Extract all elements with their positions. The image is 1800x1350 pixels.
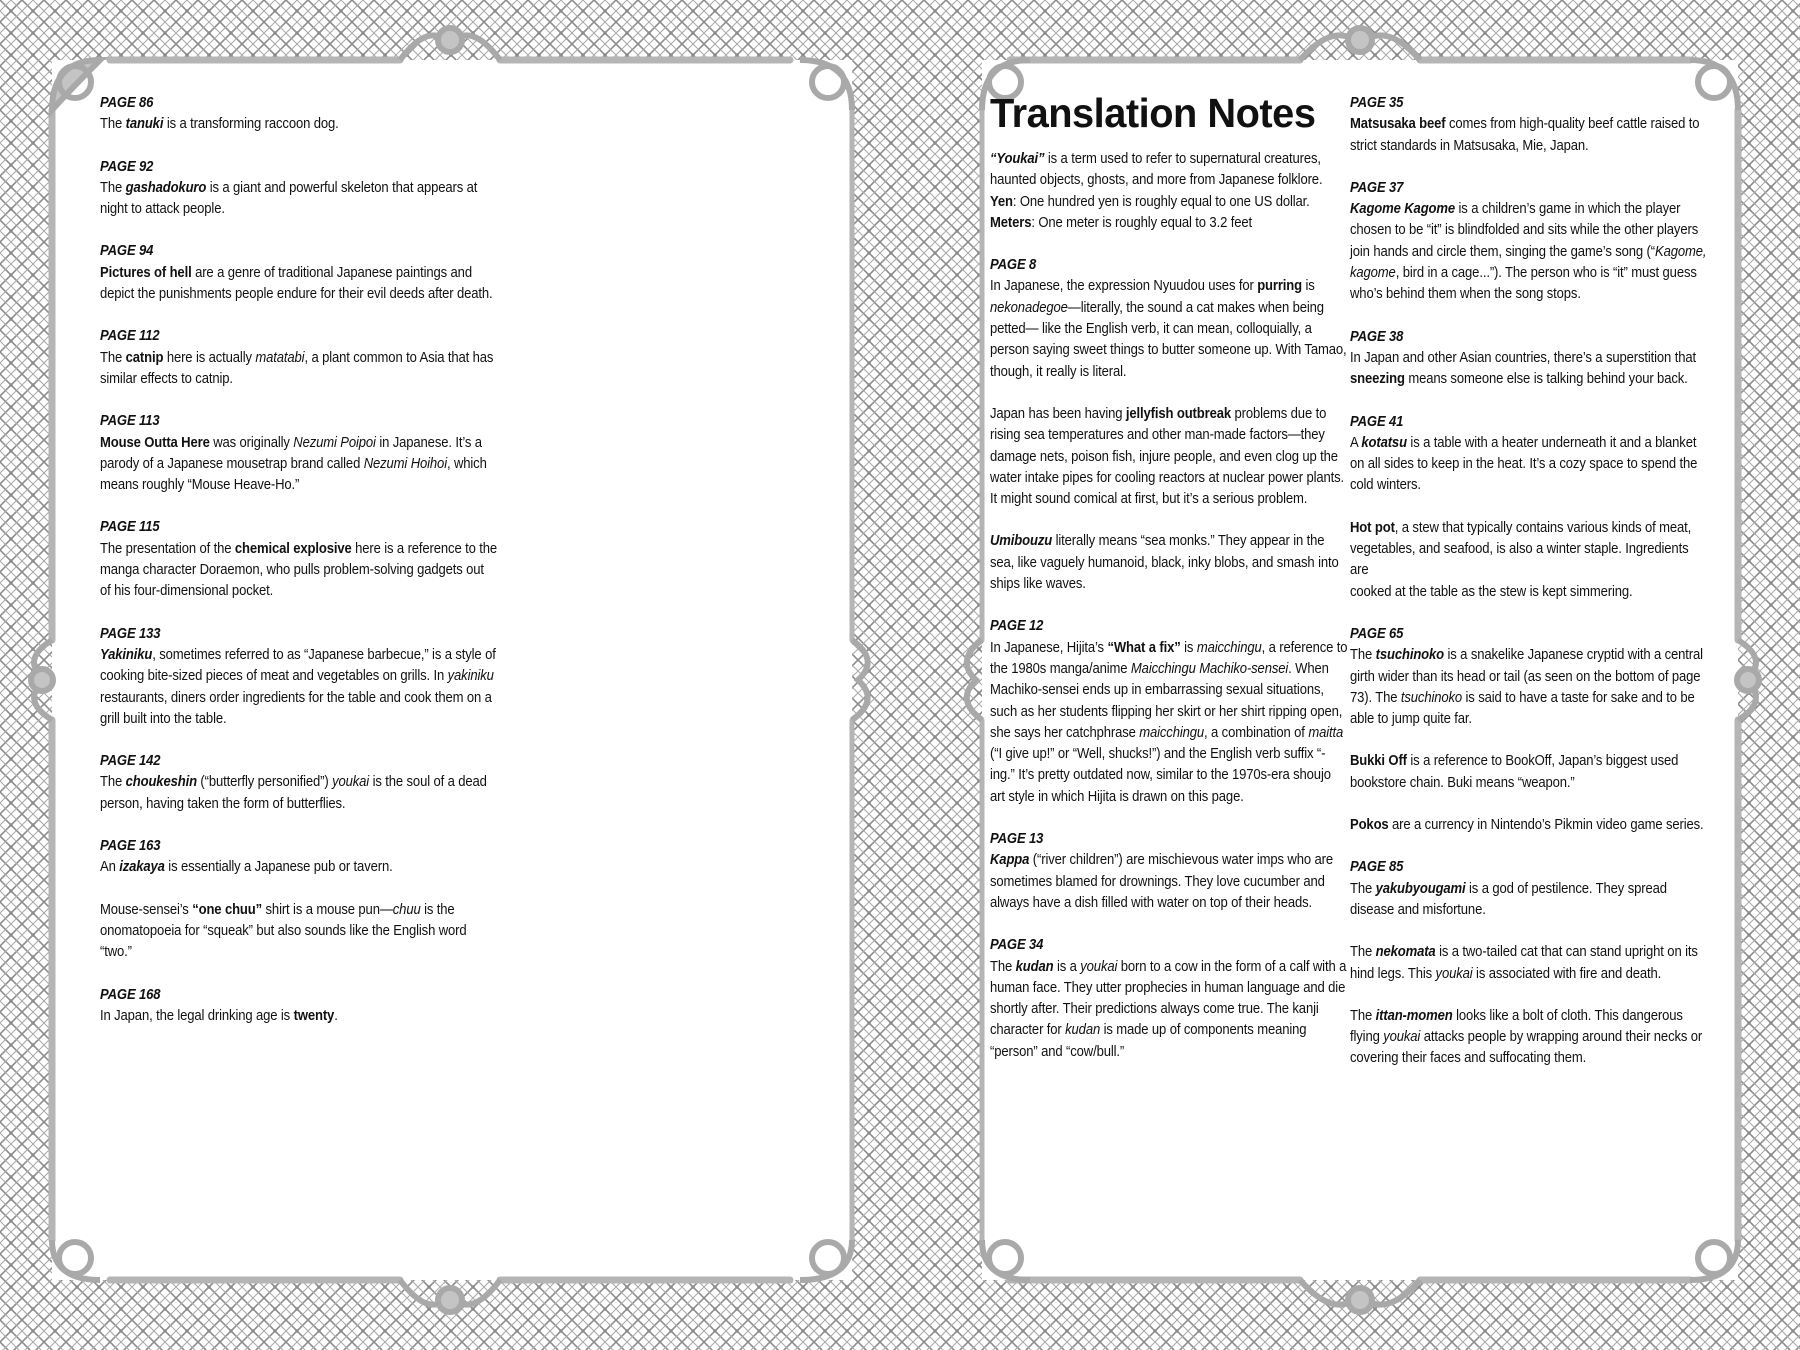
note-text: In Japanese, Hijita’s “What a fix” is maicchingu, a reference to the 1980s manga/anime Maicchingu Machiko-sensei. When Machiko-sensei ends up in embarrassing sexual situations, such as her students flipping her skirt or her shirt ripping open, she says her catchphrase maicchingu, a combination of maitta (“I give up!” or “Well, shucks!”) and the English verb suffix “-ing.” It’s pretty outdated now, similar to the 1970s-era shoujo art style in which Hijita is drawn on this page. xyxy=(990,638,1348,805)
translation-note xyxy=(990,403,1348,509)
translation-note xyxy=(100,92,497,135)
page-reference: PAGE 13 xyxy=(990,830,1044,848)
translation-note xyxy=(1350,623,1708,729)
note-text: An izakaya is essentially a Japanese pub or tavern. xyxy=(100,858,393,876)
note-text: Pokos are a currency in Nintendo’s Pikmin video game series. xyxy=(1350,816,1704,834)
term: “Youkai” xyxy=(990,150,1045,167)
translation-note xyxy=(1350,856,1708,920)
term: kudan xyxy=(1015,957,1054,975)
note-text: Umibouzu literally means “sea monks.” They appear in the sea, like vaguely humanoid, black, inky blobs, and smash into ships like waves. xyxy=(990,532,1339,593)
note-text: A kotatsu is a table with a heater underneath it and a blanket on all sides to keep in the heat. It’s a cozy space to spend the cold winters. xyxy=(1350,433,1698,494)
translation-note xyxy=(990,828,1348,913)
term: catnip xyxy=(125,348,164,366)
note-text: Bukki Off is a reference to BookOff, Japan’s biggest used bookstore chain. Buki means “weapon.” xyxy=(1350,752,1679,791)
translation-note xyxy=(100,325,497,389)
note-text: Kagome Kagome is a children’s game in which the player chosen to be “it” is blindfolded and sits while the other players join hands and circle them, singing the game’s song (“Kagome, kagome, bird in a cage...”). The person who is “it” must guess who’s behind them when the song stops. xyxy=(1350,200,1707,303)
note-text: Kappa (“river children”) are mischievous water imps who are sometimes blamed for drownings. They love cucumber and always have a dish filled with water on top of their heads. xyxy=(990,851,1333,911)
note-text: The kudan is a youkai born to a cow in the form of a calf with a human face. They utter prophecies in human language and die shortly after. Their predictions always come true. The kanji character for kudan is made up of components meaning “person” and “cow/bull.” xyxy=(990,957,1347,1060)
page-reference: PAGE 133 xyxy=(100,624,161,642)
translation-note xyxy=(1350,814,1708,835)
translation-note xyxy=(1350,517,1708,602)
right-notes-column xyxy=(1350,92,1708,1090)
translation-note xyxy=(100,835,497,878)
page-reference: PAGE 35 xyxy=(1350,94,1404,111)
term: Pictures of hell xyxy=(100,263,192,281)
term: Kappa xyxy=(990,851,1030,869)
term: izakaya xyxy=(119,858,165,876)
page-reference: PAGE 65 xyxy=(1350,624,1404,642)
translation-note xyxy=(990,148,1348,233)
note-text: “Youkai” is a term used to refer to supernatural creatures, haunted objects, ghosts, and more from Japanese folklore. Yen: One hundred yen is roughly equal to one US dollar. Meters: One meter is roughly equal to 3.2 feet xyxy=(990,150,1323,231)
term: Hot pot xyxy=(1350,518,1395,536)
page-reference: PAGE 92 xyxy=(100,157,154,175)
translation-note xyxy=(100,984,497,1027)
page-reference: PAGE 41 xyxy=(1350,412,1404,430)
page-reference: PAGE 113 xyxy=(100,412,160,430)
term: Yen xyxy=(990,192,1013,210)
page-reference: PAGE 115 xyxy=(100,518,160,536)
term: Kagome Kagome xyxy=(1350,200,1456,218)
page-reference: PAGE 34 xyxy=(990,936,1044,954)
term: twenty xyxy=(293,1006,335,1024)
note-text: Japan has been having jellyfish outbreak problems due to rising sea temperatures and other man-made factors—they damage nets, poison fish, injure people, and even clog up the water intake pipes for cooling reactors at nuclear power plants. It might sound comical at first, but it’s a serious problem. xyxy=(990,404,1345,508)
translation-note xyxy=(1350,326,1708,390)
page-reference: PAGE 8 xyxy=(990,256,1037,274)
note-text: Yakiniku, sometimes referred to as “Japanese barbecue,” is a style of cooking bite-sized pieces of meat and vegetables on grills. In yakiniku restaurants, diners order ingredients for the table and cook them on a grill built into the table. xyxy=(100,645,496,727)
note-text: The choukeshin (“butterfly personified”) youkai is the soul of a dead person, having taken the form of butterflies. xyxy=(100,773,487,812)
term: jellyfish outbreak xyxy=(1125,404,1231,422)
page-reference: PAGE 12 xyxy=(990,617,1044,635)
term: gashadokuro xyxy=(125,178,207,196)
note-text: The presentation of the chemical explosive here is a reference to the manga character Doraemon, who pulls problem-solving gadgets out of his four-dimensional pocket. xyxy=(100,539,497,600)
translation-note xyxy=(100,240,497,304)
term: Bukki Off xyxy=(1350,752,1407,770)
note-text: The tsuchinoko is a snakelike Japanese cryptid with a central girth wider than its head or tail (as seen on the bottom of page 73). The tsuchinoko is said to have a taste for sake and to be able to jump quite far. xyxy=(1350,646,1703,728)
term: purring xyxy=(1257,277,1303,295)
translation-note xyxy=(1350,92,1708,156)
note-text: The ittan-momen looks like a bolt of cloth. This dangerous flying youkai attacks people by wrapping around their necks or covering their faces and suffocating them. xyxy=(1350,1006,1703,1067)
term: Meters xyxy=(990,213,1032,231)
note-text: Pictures of hell are a genre of traditional Japanese paintings and depict the punishments people endure for their evil deeds after death. xyxy=(100,263,493,303)
middle-notes-column xyxy=(990,148,1348,1083)
translation-note xyxy=(990,530,1348,594)
term: Pokos xyxy=(1350,816,1389,834)
note-text: In Japanese, the expression Nyuudou uses for purring is nekonadegoe—literally, the sound a cat makes when being petted— like the English verb, it can mean, colloquially, a person saying sweet things to butter someone up. With Tamao, though, it really is literal. xyxy=(990,277,1347,380)
note-text: In Japan, the legal drinking age is twenty. xyxy=(100,1006,338,1024)
translation-note xyxy=(1350,750,1708,793)
term: kotatsu xyxy=(1361,433,1407,451)
term: nekomata xyxy=(1375,943,1436,961)
translation-note xyxy=(100,899,497,963)
note-text: Hot pot, a stew that typically contains various kinds of meat, vegetables, and seafood, is also a winter staple. Ingredients are cooked at the table as the stew is kept simmering. xyxy=(1350,518,1692,600)
term: Matsusaka beef xyxy=(1350,115,1446,133)
translation-note xyxy=(1350,177,1708,305)
term: Yakiniku xyxy=(100,645,153,663)
term: “one chuu” xyxy=(192,900,263,918)
note-text: The nekomata is a two-tailed cat that can stand upright on its hind legs. This youkai is associated with fire and death. xyxy=(1350,943,1698,982)
translation-note xyxy=(100,750,497,814)
page-reference: PAGE 112 xyxy=(100,327,160,345)
translation-note xyxy=(100,623,497,729)
translation-note xyxy=(100,410,497,495)
page-title: Translation Notes xyxy=(990,90,1316,136)
term: tsuchinoko xyxy=(1375,646,1445,664)
page-reference: PAGE 38 xyxy=(1350,327,1404,345)
note-text: The gashadokuro is a giant and powerful skeleton that appears at night to attack people. xyxy=(100,178,478,218)
translation-note xyxy=(990,254,1348,382)
page-reference: PAGE 85 xyxy=(1350,858,1404,876)
page-reference: PAGE 163 xyxy=(100,837,161,855)
note-text: Mouse Outta Here was originally Nezumi Poipoi in Japanese. It’s a parody of a Japanese mousetrap brand called Nezumi Hoihoi, which means roughly “Mouse Heave-Ho.” xyxy=(100,433,487,494)
translation-note xyxy=(990,615,1348,807)
term: sneezing xyxy=(1350,370,1405,388)
page-reference: PAGE 37 xyxy=(1350,178,1404,196)
translation-note xyxy=(1350,1005,1708,1069)
term: ittan-momen xyxy=(1375,1006,1453,1024)
term: chemical explosive xyxy=(234,539,352,557)
translation-note xyxy=(1350,411,1708,496)
note-text: Matsusaka beef comes from high-quality beef cattle raised to strict standards in Matsusaka, Mie, Japan. xyxy=(1350,115,1700,154)
term: choukeshin xyxy=(125,773,197,791)
translation-note xyxy=(100,156,497,220)
page-reference: PAGE 94 xyxy=(100,242,154,260)
term: Umibouzu xyxy=(990,532,1053,550)
page-reference: PAGE 86 xyxy=(100,94,154,111)
term: “What a fix” xyxy=(1107,638,1181,656)
term: Mouse Outta Here xyxy=(100,433,210,451)
note-text: The catnip here is actually matatabi, a plant common to Asia that has similar effects to catnip. xyxy=(100,348,494,387)
page-reference: PAGE 168 xyxy=(100,985,161,1003)
term: tanuki xyxy=(125,115,164,133)
note-text: The yakubyougami is a god of pestilence. They spread disease and misfortune. xyxy=(1350,879,1667,918)
left-notes-column xyxy=(100,92,497,1047)
note-text: In Japan and other Asian countries, there’s a superstition that sneezing means someone else is talking behind your back. xyxy=(1350,348,1696,388)
note-text: Mouse-sensei’s “one chuu” shirt is a mouse pun—chuu is the onomatopoeia for “squeak” but also sounds like the English word “two.” xyxy=(100,900,467,961)
translation-note xyxy=(1350,941,1708,984)
page-reference: PAGE 142 xyxy=(100,752,161,770)
translation-note xyxy=(990,934,1348,1062)
note-text: The tanuki is a transforming raccoon dog. xyxy=(100,115,339,133)
translation-note xyxy=(100,516,497,601)
term: yakubyougami xyxy=(1375,879,1466,897)
